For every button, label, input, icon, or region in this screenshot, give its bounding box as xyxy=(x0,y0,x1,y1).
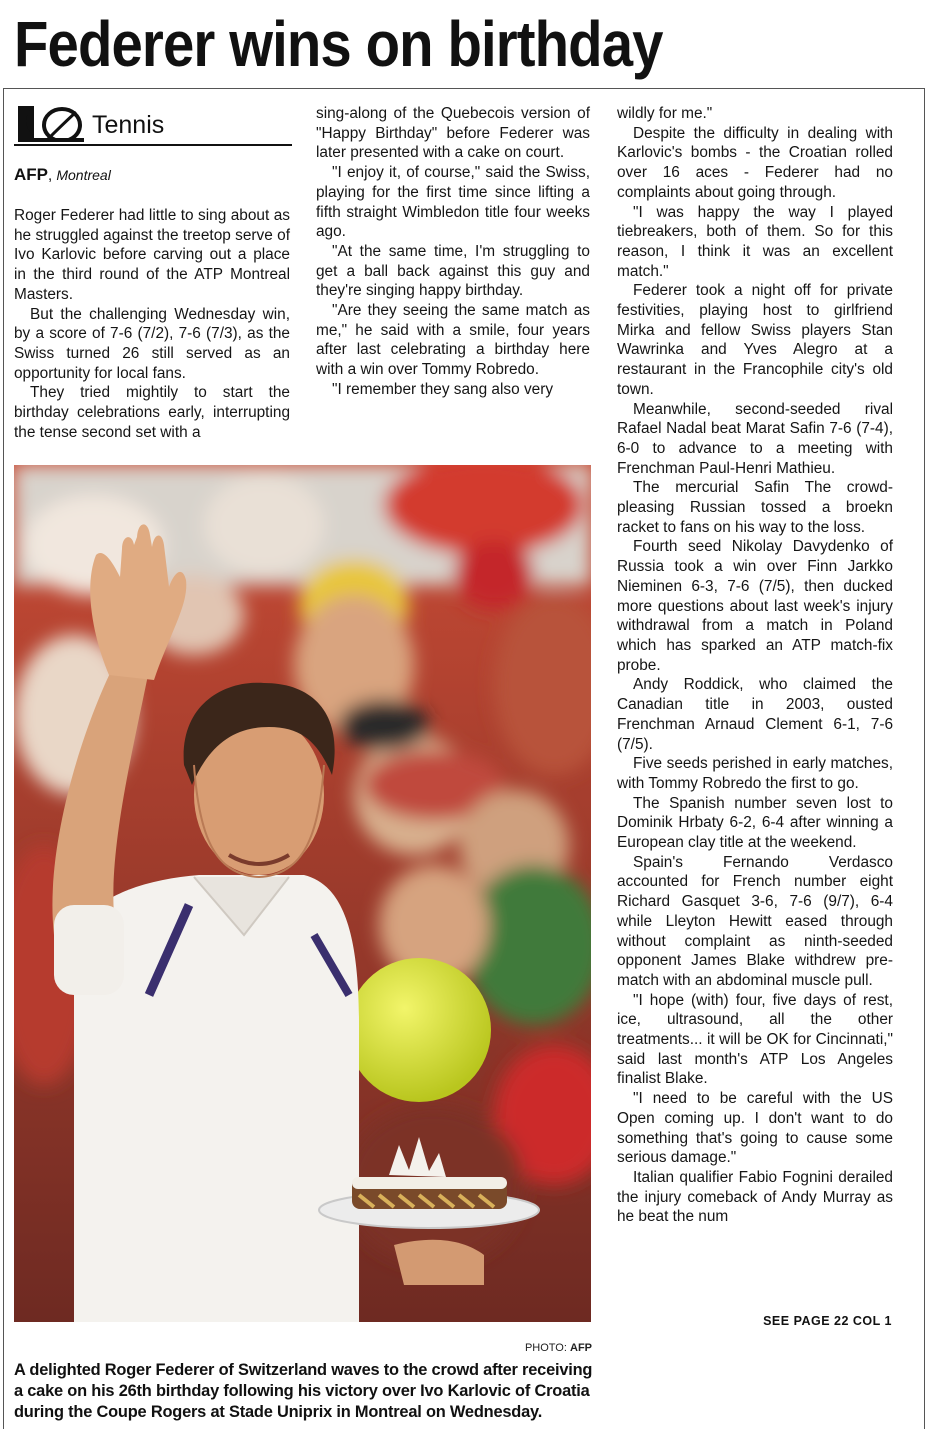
section-name: Tennis xyxy=(92,111,165,139)
headline: Federer wins on birthday xyxy=(14,8,663,80)
paragraph: Federer took a night off for private festivities, playing host to girlfriend Mirka and fellow Swiss players Stan Wawrinka and Yves Alegro at a restaurant in the Francophile city's old town. xyxy=(617,282,893,398)
paragraph: "I remember they sang also very xyxy=(332,380,554,398)
paragraph: Roger Federer had little to sing about as he struggled against the treetop serve of Ivo Karlovic before carving out a place in the third round of the ATP Montreal Masters. xyxy=(14,207,290,303)
paragraph: Fourth seed Nikolay Davydenko of Russia took a win over Finn Jarkko Nieminen 6-3, 7-6 (7/5), then ducked more questions about last week's injury withdrawal from a match in Poland which has sparked an ATP match-fix probe. xyxy=(617,538,893,674)
paragraph: "At the same time, I'm struggling to get a ball back against this guy and they're singing happy birthday. xyxy=(316,242,590,300)
byline-city: Montreal xyxy=(56,167,111,183)
photo-credit-label: PHOTO: xyxy=(524,1342,567,1354)
paragraph: The mercurial Safin The crowd-pleasing Russian tossed a broekn racket to fans on his way to the loss. xyxy=(617,479,893,536)
byline-separator: , xyxy=(48,167,53,184)
paragraph: sing-along of the Quebecois version of "Happy Birthday" before Federer was later presented with a cake on court. xyxy=(316,105,590,162)
article-column-3 xyxy=(617,104,893,1227)
paragraph: "I hope (with) four, five days of rest, ice, ultrasound, all the other treatments... it will be OK for Cincinnati," said last month's ATP Los Angeles finalist Blake. xyxy=(617,991,893,1088)
article-column-1 xyxy=(14,206,290,442)
continuation-note: SEE PAGE 22 COL 1 xyxy=(763,1314,892,1328)
news-photo xyxy=(14,465,591,1322)
paragraph: The Spanish number seven lost to Dominik Hrbaty 6-2, 6-4 after winning a European clay title at the weekend. xyxy=(617,794,893,852)
photo-credit-agency: AFP xyxy=(570,1342,592,1354)
article-column-2 xyxy=(316,104,590,400)
paragraph: Italian qualifier Fabio Fognini derailed the injury comeback of Andy Murray as he beat the num xyxy=(617,1168,893,1226)
paragraph: Spain's Fernando Verdasco accounted for French number eight Richard Gasquet 3-6, 7-6 (9/7), 6-4 while Lleyton Hewitt eased through without complaint as ninth-seeded opponent James Blake withdrew pre-match with an abdominal muscle pull. xyxy=(617,853,893,989)
photo-credit xyxy=(440,1342,592,1354)
paragraph: "I enjoy it, of course," said the Swiss, playing for the first time since lifting a fifth straight Wimbledon title four weeks ago. xyxy=(316,164,590,241)
paragraph: wildly for me." xyxy=(617,105,713,122)
federer-photo-illustration xyxy=(14,465,591,1322)
photo-caption: A delighted Roger Federer of Switzerland waves to the crowd after receiving a cake on his 26th birthday following his victory over Ivo Karlovic of Croatia during the Coupe Rogers at Stade Uniprix in Montreal on Wednesday. xyxy=(14,1361,593,1421)
byline-agency: AFP xyxy=(14,165,48,184)
paragraph: But the challenging Wednesday win, by a score of 7-6 (7/2), 7-6 (7/3), as the Swiss turned 26 still served as an opportunity for local fans. xyxy=(14,305,290,382)
paragraph: Five seeds perished in early matches, with Tommy Robredo the first to go. xyxy=(617,755,893,792)
tennis-logo-icon xyxy=(18,106,84,142)
paragraph: Meanwhile, second-seeded rival Rafael Nadal beat Marat Safin 7-6 (7-4), 6-0 to advance to a meeting with Frenchman Paul-Henri Mathieu. xyxy=(617,400,893,477)
paragraph: They tried mightily to start the birthday celebrations early, interrupting the tense second set with a xyxy=(14,384,290,441)
paragraph: "I was happy the way I played tiebreakers, both of them. So for this reason, I think it was an excellent match." xyxy=(617,203,893,280)
paragraph: "I need to be careful with the US Open coming up. I don't want to do something that's going to cause some serious damage." xyxy=(617,1090,893,1167)
section-header xyxy=(14,104,292,146)
paragraph: Andy Roddick, who claimed the Canadian title in 2003, ousted Frenchman Arnaud Clement 6-1, 7-6 (7/5). xyxy=(617,676,893,753)
paragraph: "Are they seeing the same match as me," he said with a smile, four years after last celebrating a birthday here with a win over Tommy Robredo. xyxy=(316,302,590,379)
paragraph: Despite the difficulty in dealing with Karlovic's bombs - the Croatian rolled over 16 aces - Federer had no complaints about going through. xyxy=(617,124,893,201)
byline xyxy=(14,165,111,186)
